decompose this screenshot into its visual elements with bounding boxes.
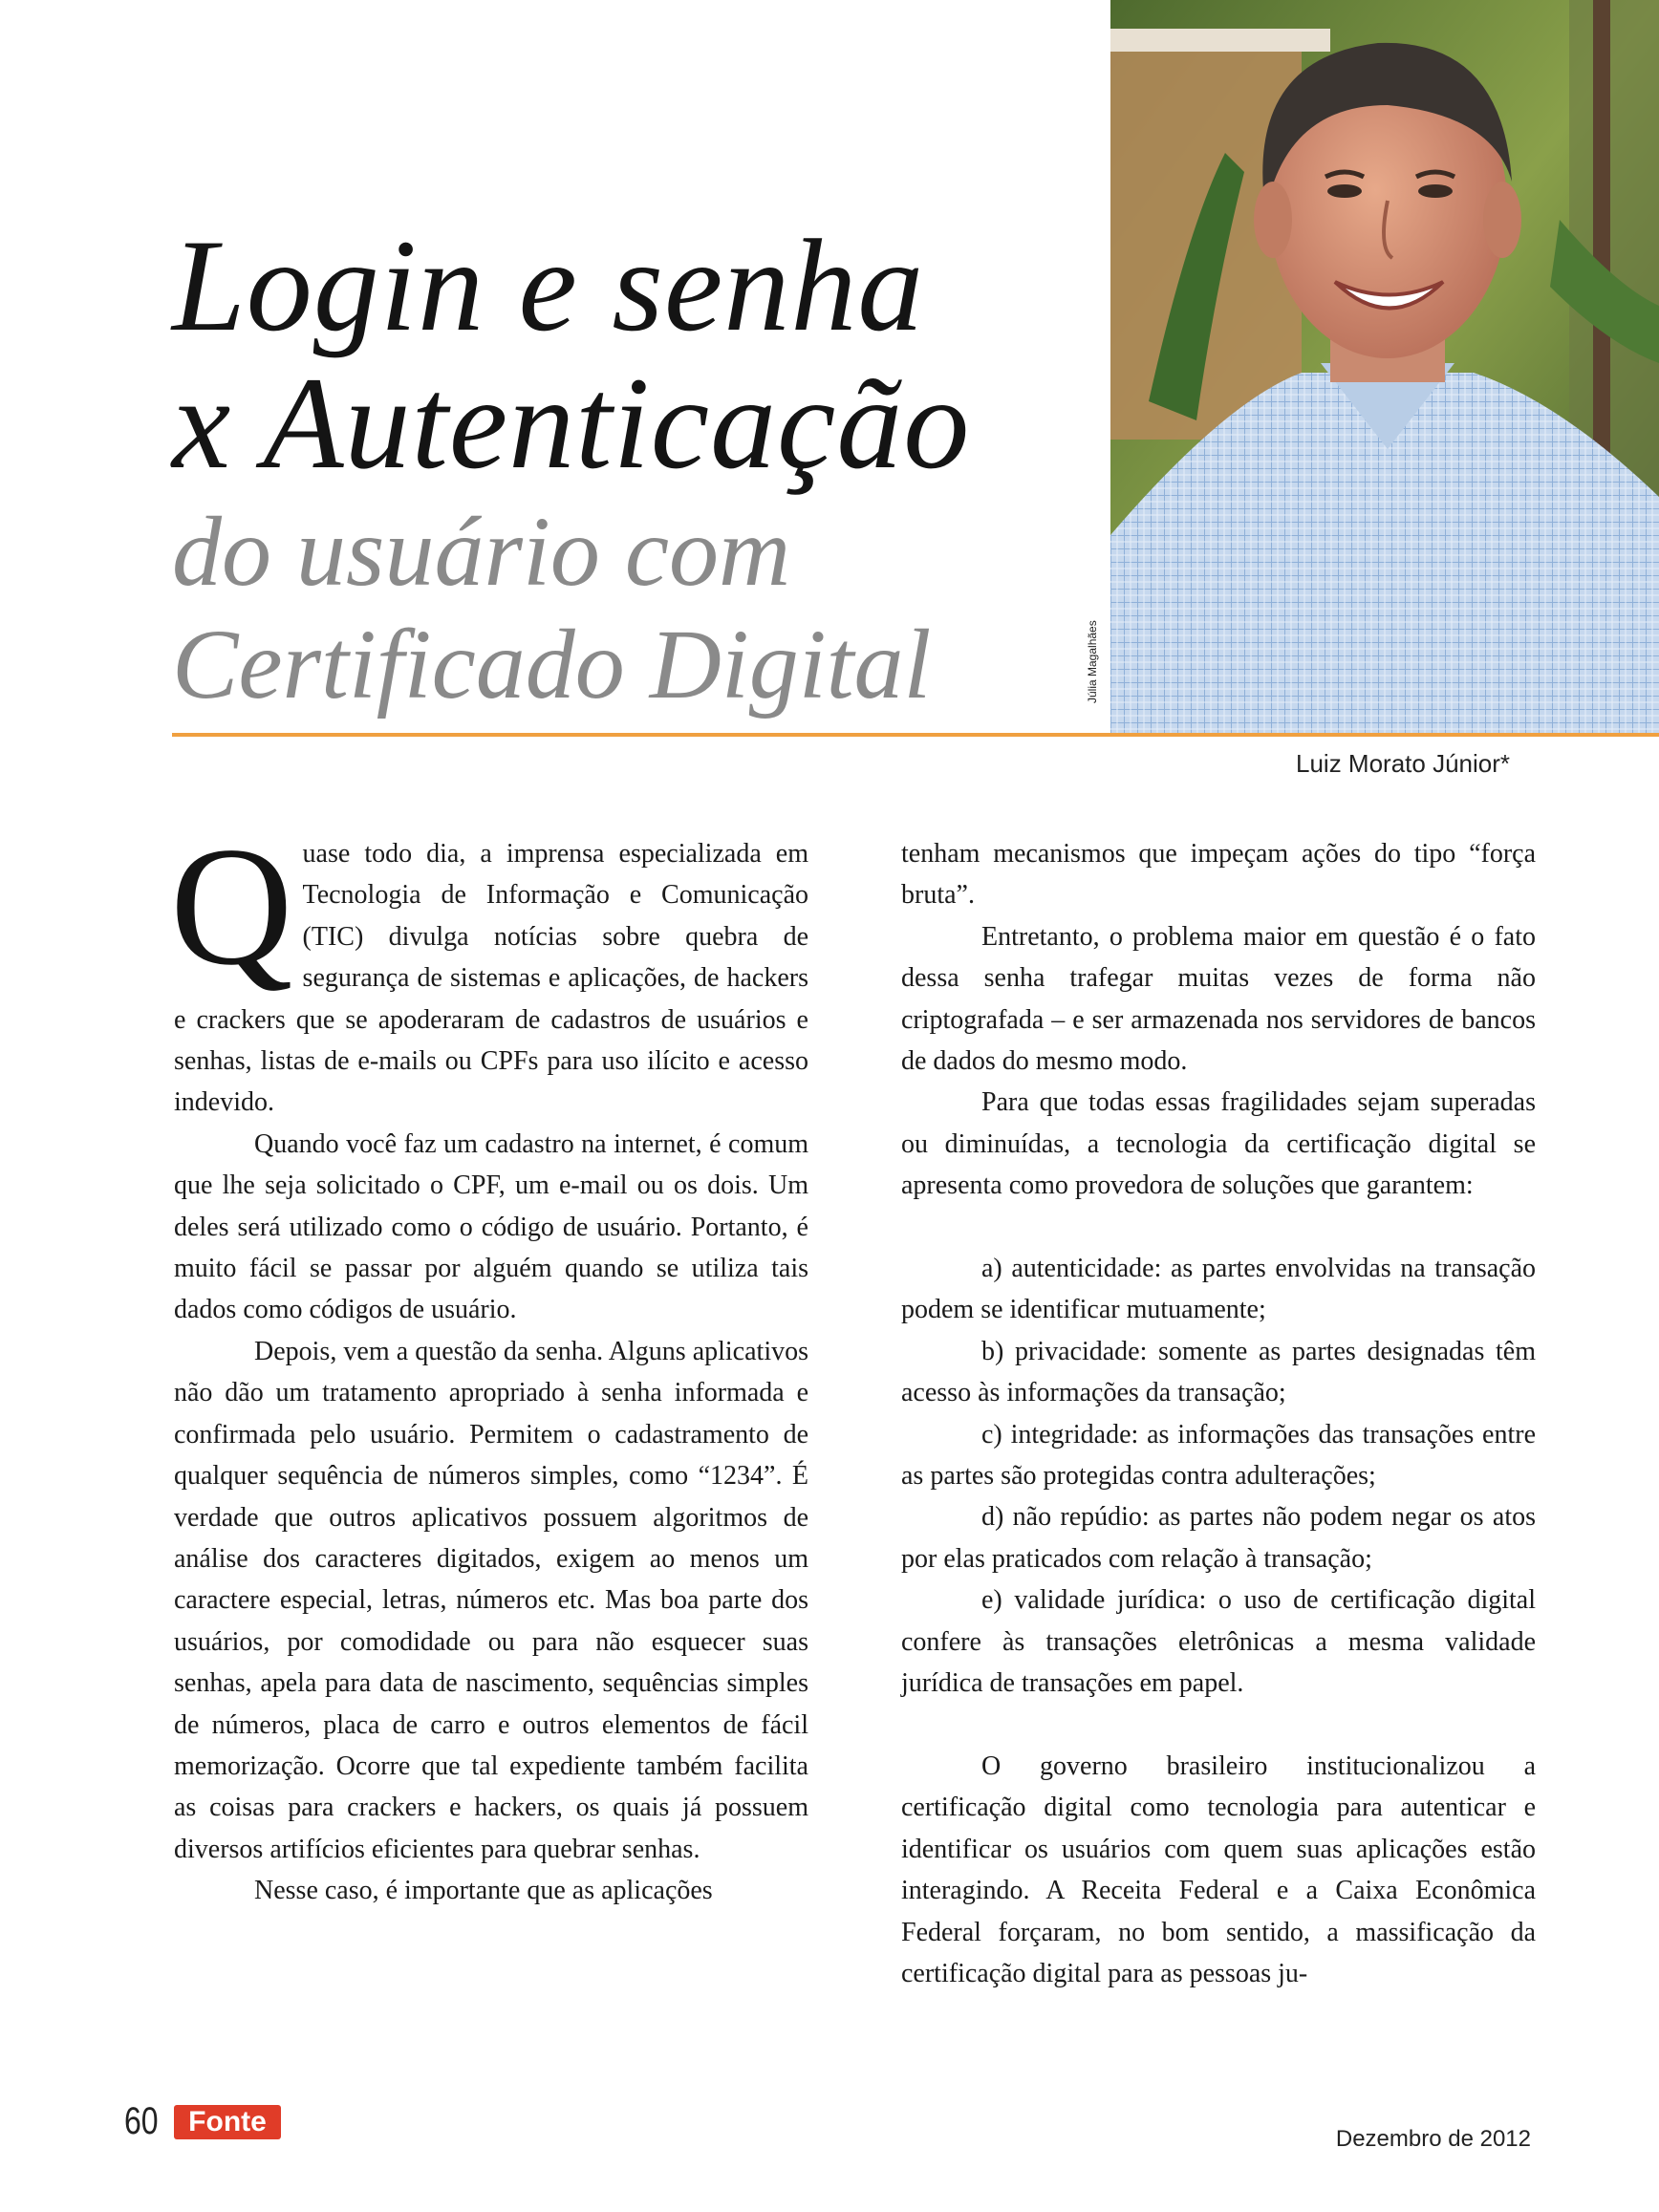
left-column bbox=[170, 811, 808, 1912]
list-item: a) autenticidade: as partes envolvidas na transação podem se identificar mutuamente; bbox=[901, 1254, 1536, 1325]
issue-date: Dezembro de 2012 bbox=[1335, 2126, 1531, 2152]
list-item: c) integridade: as informações das transações entre as partes são protegidas contra adulterações; bbox=[901, 1419, 1536, 1492]
magazine-logo: Fonte bbox=[174, 2105, 281, 2139]
title-line-1: Login e senha bbox=[172, 212, 925, 358]
paragraph: Depois, vem a questão da senha. Alguns aplicativos não dão um tratamento apropriado à senha informada e confirmada pelo usuário. Permitem o cadastramento de qualquer sequência de números simples, como “1234”. É verdade que outros aplicativos possuem algoritmos de análise dos caracteres digitados, exigem ao menos um caractere especial, letras, números etc. Mas boa parte dos usuários, por comodidade ou para não esquecer suas senhas, apela para data de nascimento, sequências simples de números, placa de carro e outros elementos de fácil memorização. Ocorre que tal expediente também facilita as coisas para crackers e hackers, os quais já possuem diversos artifícios eficientes para quebrar senhas. bbox=[174, 1336, 808, 1864]
article-title bbox=[172, 212, 1089, 719]
photo-credit: Júlia Magalhães bbox=[1086, 620, 1099, 703]
author-byline: Luiz Morato Júnior* bbox=[1296, 749, 1510, 778]
list-item: d) não repúdio: as partes não podem negar os atos por elas praticados com relação à transação; bbox=[901, 1502, 1536, 1574]
list-item: e) validade jurídica: o uso de certificação digital confere às transações eletrônicas a mesma validade jurídica de transações em papel. bbox=[901, 1585, 1536, 1699]
title-line-3: do usuário com bbox=[172, 497, 791, 607]
spacer bbox=[901, 1705, 1536, 1746]
list-item: b) privacidade: somente as partes designadas têm acesso às informações da transação; bbox=[901, 1336, 1536, 1408]
title-line-2: x Autenticação bbox=[172, 350, 971, 496]
paragraph: O governo brasileiro institucionalizou a certificação digital como tecnologia para autenticar e identificar os usuários com quem suas aplicações estão interagindo. A Receita Federal e a Caixa Econômica Federal forçaram, no bom sentido, a massificação da certificação digital para as pessoas ju- bbox=[901, 1750, 1536, 1988]
right-column bbox=[901, 833, 1536, 1994]
paragraph: Entretanto, o problema maior em questão é o fato dessa senha trafegar muitas vezes de forma não criptografada – e ser armazenada nos servidores de bancos de dados do mesmo modo. bbox=[901, 921, 1536, 1077]
paragraph: tenham mecanismos que impeçam ações do tipo “força bruta”. bbox=[901, 839, 1536, 911]
paragraph: Quando você faz um cadastro na internet, é comum que lhe seja solicitado o CPF, um e-mail ou os dois. Um deles será utilizado como o código de usuário. Portanto, é muito fácil se passar por alguém quando se utiliza tais dados como códigos de usuário. bbox=[174, 1128, 808, 1325]
title-divider bbox=[172, 733, 1659, 737]
dropcap: Q bbox=[170, 811, 293, 1000]
paragraph-text: uase todo dia, a imprensa especializada em Tecnologia de Informação e Comunicação (TIC) divulga notícias sobre quebra de segurança de sistemas e aplicações, de hackers e crackers que se apoderaram de cadastros de usuários e senhas, listas de e-mails ou CPFs para uso ilícito e acesso indevido. bbox=[174, 839, 808, 1118]
paragraph: Nesse caso, é importante que as aplicações bbox=[254, 1876, 713, 1906]
page-number: 60 bbox=[124, 2100, 159, 2142]
title-line-4: Certificado Digital bbox=[172, 610, 932, 719]
spacer bbox=[901, 1207, 1536, 1248]
author-photo bbox=[1110, 0, 1659, 733]
paragraph bbox=[170, 811, 808, 1124]
paragraph: Para que todas essas fragilidades sejam superadas ou diminuídas, a tecnologia da certificação digital se apresenta como provedora de soluções que garantem: bbox=[901, 1087, 1536, 1201]
